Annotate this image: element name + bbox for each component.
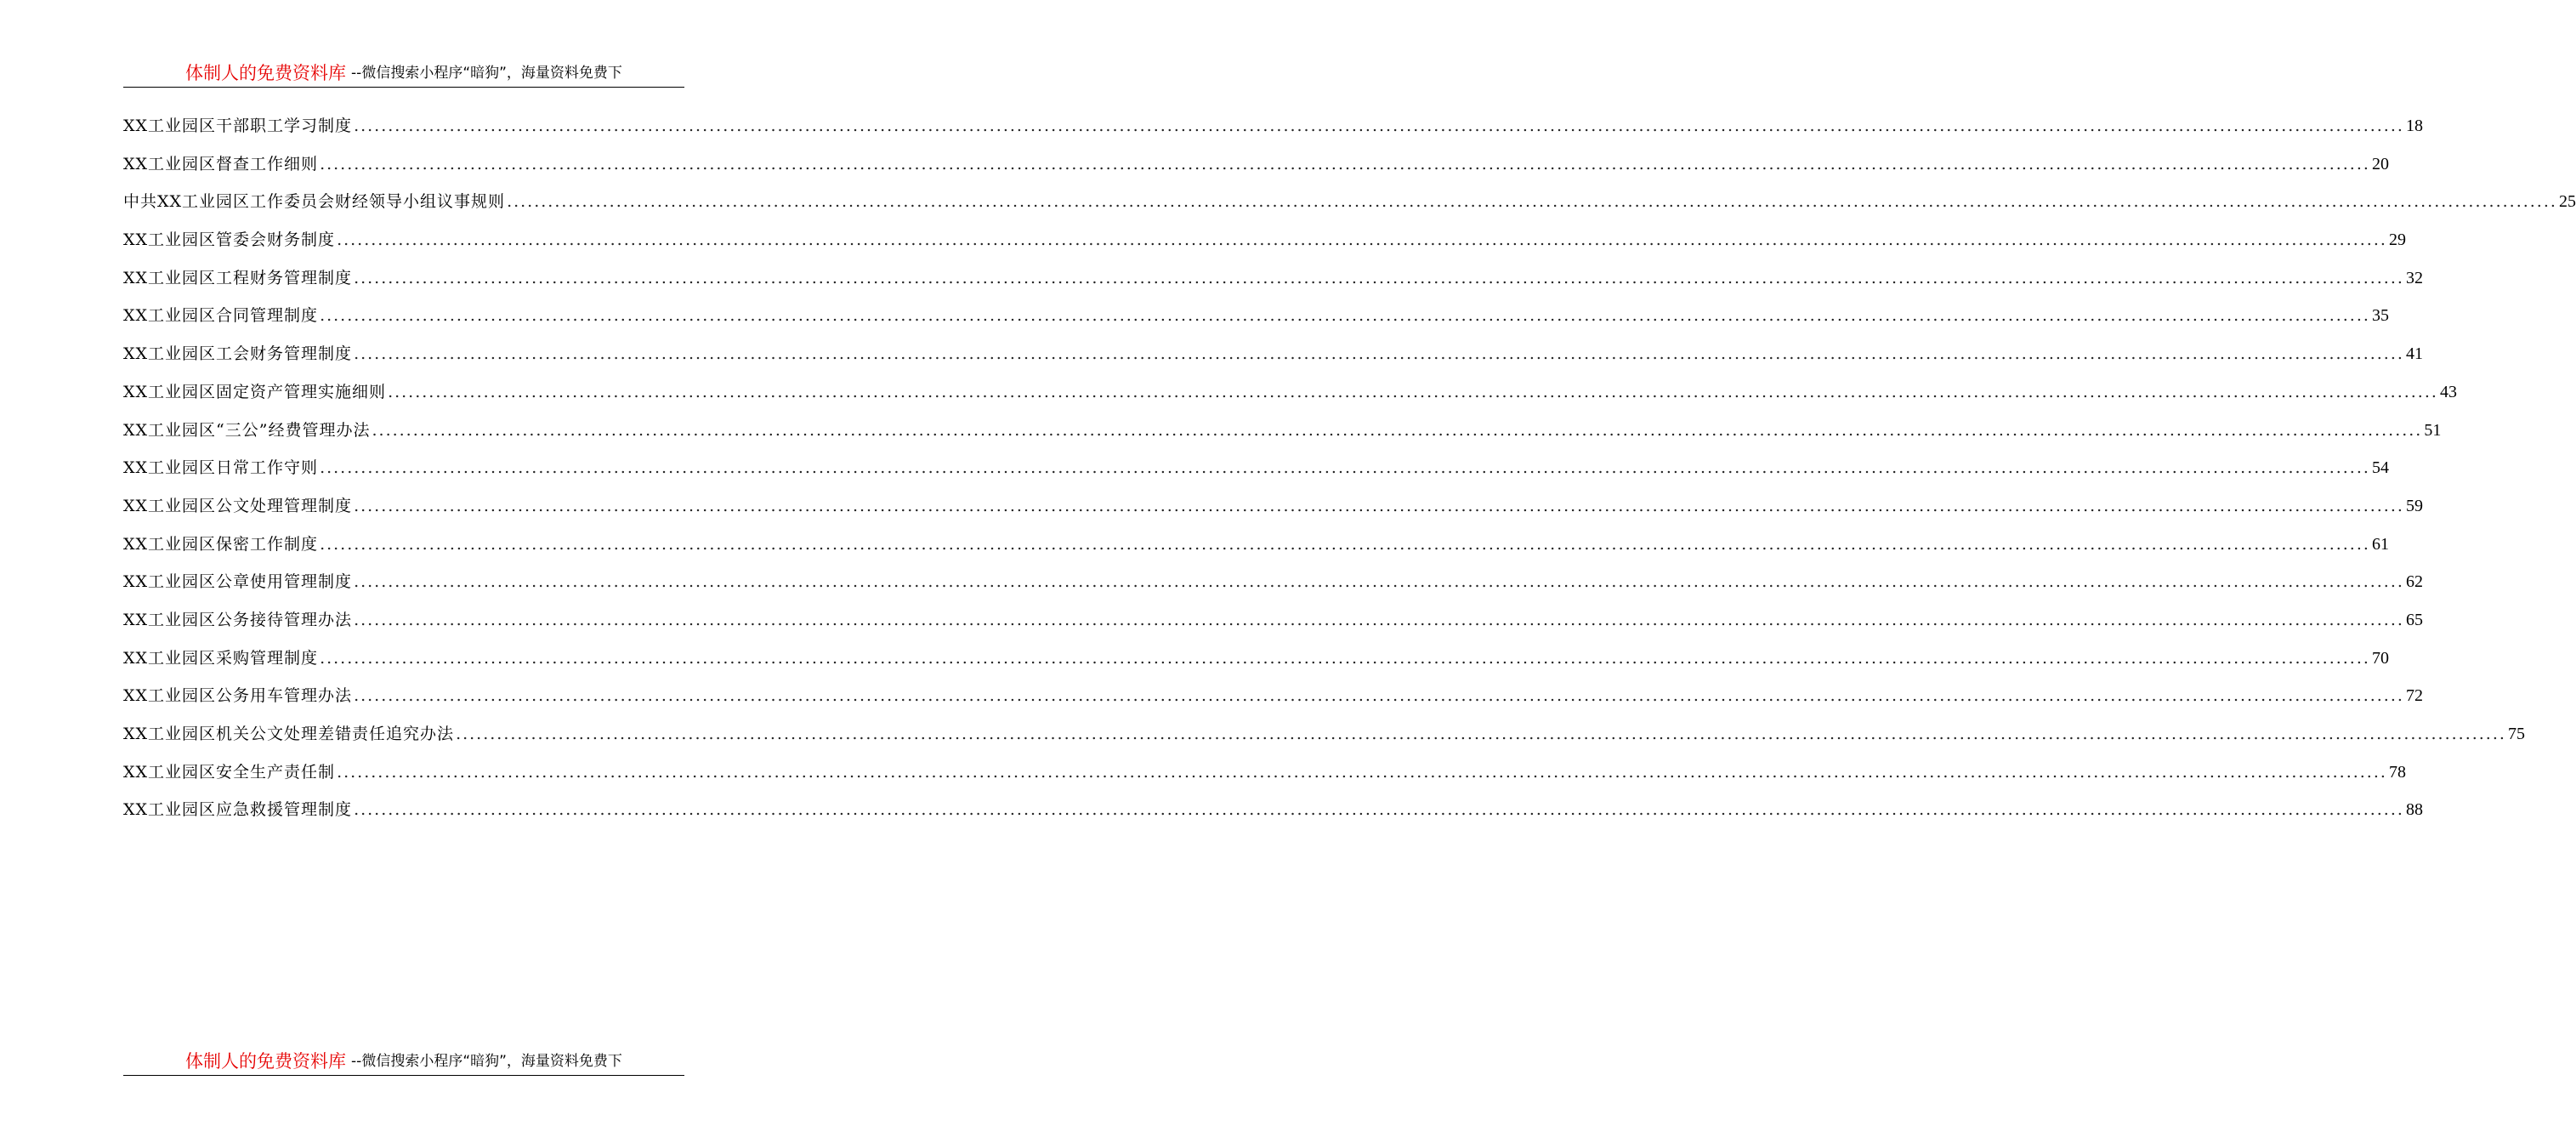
toc-dot-leader: ............................................................................................................................................................................................................................................................................................................	[320, 648, 2370, 668]
toc-entry-page: 59	[2405, 496, 2423, 515]
toc-entry-title: XX工业园区应急救援管理制度	[123, 800, 353, 820]
toc-entry-page: 20	[2371, 154, 2389, 173]
toc-entry[interactable]	[123, 259, 2423, 298]
toc-dot-leader: ............................................................................................................................................................................................................................................................................................................	[354, 800, 2404, 820]
toc-dot-leader: ............................................................................................................................................................................................................................................................................................................	[354, 268, 2404, 287]
toc-entry[interactable]	[123, 715, 2525, 753]
toc-entry-title: XX工业园区机关公文处理差错责任追究办法	[123, 725, 455, 743]
toc-dot-leader: ............................................................................................................................................................................................................................................................................................................	[320, 154, 2370, 173]
toc-dot-leader: ............................................................................................................................................................................................................................................................................................................	[337, 230, 2387, 250]
toc-dot-leader: ............................................................................................................................................................................................................................................................................................................	[388, 382, 2438, 401]
toc-dot-leader: ............................................................................................................................................................................................................................................................................................................	[372, 420, 2423, 440]
toc-dot-leader: ............................................................................................................................................................................................................................................................................................................	[320, 306, 2370, 326]
toc-entry-page: 70	[2371, 648, 2389, 668]
footer-banner	[123, 1041, 684, 1076]
toc-dot-leader: ............................................................................................................................................................................................................................................................................................................	[354, 610, 2404, 629]
toc-entry[interactable]	[123, 373, 2457, 412]
table-of-contents	[123, 107, 2576, 829]
toc-entry[interactable]	[123, 183, 2576, 221]
toc-entry[interactable]	[123, 487, 2423, 526]
toc-entry[interactable]	[123, 791, 2423, 829]
toc-entry-page: 32	[2405, 268, 2423, 287]
toc-dot-leader: ............................................................................................................................................................................................................................................................................................................	[354, 686, 2404, 706]
toc-entry-page: 78	[2388, 762, 2406, 782]
toc-dot-leader: ............................................................................................................................................................................................................................................................................................................	[456, 725, 2506, 743]
footer-slogan: --微信搜索小程序“暗狗”，海量资料免费下	[351, 1053, 622, 1070]
toc-entry-page: 35	[2371, 306, 2389, 326]
toc-entry-page: 65	[2405, 610, 2423, 629]
toc-entry-page: 41	[2405, 344, 2423, 364]
toc-entry[interactable]	[123, 449, 2389, 487]
toc-dot-leader: ............................................................................................................................................................................................................................................................................................................	[320, 458, 2370, 478]
toc-entry-page: 18	[2405, 117, 2423, 135]
toc-entry[interactable]	[123, 563, 2423, 601]
toc-dot-leader: ............................................................................................................................................................................................................................................................................................................	[354, 117, 2404, 135]
toc-entry-page: 54	[2371, 458, 2389, 478]
header-slogan: --微信搜索小程序“暗狗”，海量资料免费下	[351, 65, 622, 82]
toc-entry-title: XX工业园区“三公”经费管理办法	[123, 420, 371, 440]
toc-entry-title: XX工业园区公务用车管理办法	[123, 686, 353, 706]
toc-entry[interactable]	[123, 753, 2406, 792]
toc-entry-page: 72	[2405, 686, 2423, 706]
toc-dot-leader: ............................................................................................................................................................................................................................................................................................................	[507, 192, 2557, 212]
toc-entry[interactable]	[123, 107, 2423, 145]
toc-entry-title: XX工业园区工程财务管理制度	[123, 268, 353, 287]
toc-entry-page: 51	[2424, 420, 2442, 440]
footer-brand: 体制人的免费资料库	[185, 1051, 347, 1072]
toc-entry-title: XX工业园区保密工作制度	[123, 534, 319, 554]
toc-entry-title: XX工业园区安全生产责任制	[123, 762, 336, 782]
toc-entry-title: XX工业园区公文处理管理制度	[123, 496, 353, 515]
toc-entry[interactable]	[123, 335, 2423, 373]
toc-dot-leader: ............................................................................................................................................................................................................................................................................................................	[337, 762, 2387, 782]
toc-entry-page: 88	[2405, 800, 2423, 820]
toc-entry-title: XX工业园区干部职工学习制度	[123, 117, 353, 135]
toc-entry-page: 43	[2439, 382, 2457, 401]
toc-entry-title: XX工业园区公章使用管理制度	[123, 572, 353, 592]
toc-entry-page: 29	[2388, 230, 2406, 250]
toc-entry-title: 中共XX工业园区工作委员会财经领导小组议事规则	[123, 192, 506, 212]
toc-entry-title: XX工业园区采购管理制度	[123, 648, 319, 668]
toc-entry-page: 75	[2507, 725, 2525, 743]
toc-dot-leader: ............................................................................................................................................................................................................................................................................................................	[354, 344, 2404, 364]
toc-entry[interactable]	[123, 640, 2389, 678]
toc-dot-leader: ............................................................................................................................................................................................................................................................................................................	[354, 572, 2404, 592]
toc-entry[interactable]	[123, 297, 2389, 335]
toc-entry-title: XX工业园区固定资产管理实施细则	[123, 382, 387, 401]
toc-entry[interactable]	[123, 601, 2423, 640]
toc-dot-leader: ............................................................................................................................................................................................................................................................................................................	[354, 496, 2404, 515]
toc-entry[interactable]	[123, 412, 2442, 450]
toc-entry[interactable]	[123, 677, 2423, 715]
toc-entry-title: XX工业园区管委会财务制度	[123, 230, 336, 250]
toc-entry[interactable]	[123, 221, 2406, 259]
toc-entry[interactable]	[123, 526, 2389, 564]
toc-entry-title: XX工业园区日常工作守则	[123, 458, 319, 478]
header-banner	[123, 53, 684, 88]
toc-entry-page: 61	[2371, 534, 2389, 554]
toc-entry-title: XX工业园区工会财务管理制度	[123, 344, 353, 364]
toc-entry-title: XX工业园区督查工作细则	[123, 154, 319, 173]
toc-entry[interactable]	[123, 145, 2389, 184]
toc-entry-page: 62	[2405, 572, 2423, 592]
header-brand: 体制人的免费资料库	[185, 63, 347, 83]
toc-entry-title: XX工业园区公务接待管理办法	[123, 610, 353, 629]
toc-entry-title: XX工业园区合同管理制度	[123, 306, 319, 326]
toc-dot-leader: ............................................................................................................................................................................................................................................................................................................	[320, 534, 2370, 554]
toc-entry-page: 25	[2558, 192, 2576, 212]
